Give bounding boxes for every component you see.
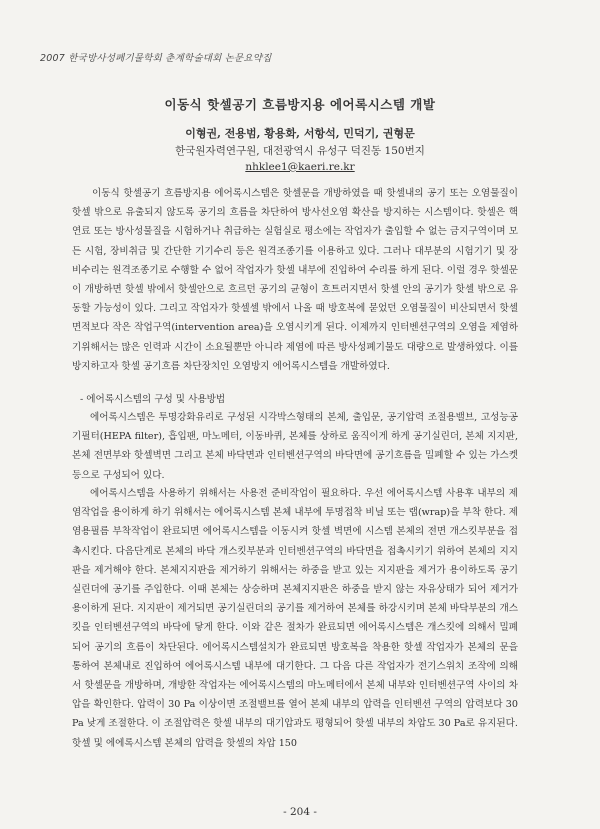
email-link[interactable]: nhklee1@kaeri.re.kr [245, 161, 355, 173]
page-number: - 204 - [283, 806, 317, 818]
section-heading: - 에어록시스템의 구성 및 사용방법 [80, 394, 226, 405]
paper-authors: 이형권, 전용범, 황용화, 서항석, 민덕기, 권형문 [185, 127, 415, 140]
paper-affiliation: 한국원자력연구원, 대전광역시 유성구 덕진동 150번지 [175, 145, 425, 157]
paper-title: 이동식 핫셀공기 흐름방지용 에어록시스템 개발 [164, 97, 436, 112]
usage-paragraph: 에어록시스템을 사용하기 위해서는 사용전 준비작업이 필요하다. 우선 에어록시스템 사용후 내부의 제염작업을 용이하게 하기 위해서는 에어록시스템 본체 내부에 투명접착 비닐 또는 랩(wrap)을 부착 한다. 제염용필름 부착작업이 완료되면 에어록시스템을 이동시켜 핫셀 벽면에 시스템 본체의 전면 개스킷부분을 접촉시킨다. 다음단계로 본체의 바닥 개스킷부분과 인터벤션구역의 바닥면을 접촉시키기 위하여 본체의 지지판을 제거해야 한다. 본체지지판을 제거하기 위해서는 하중을 받고 있는 지지판을 제거가 용이하도록 공기실린더에 공기를 주입한다. 이때 본체는 상승하며 본체지지판은 하중을 받지 않는 자유상태가 되어 제거가 용이하게 된다. 지지판이 제거되면 공기실린더의 공기를 제거하여 본체를 하강시키며 본체 바닥부분의 개스킷을 인터벤션구역의 바닥에 닿게 한다. 이와 같은 절차가 완료되면 에어록시스템은 개스킷에 의해서 밀폐되어 공기의 흐름이 차단된다. 에어록시스템설치가 완료되면 방호복을 착용한 핫셀 작업자가 본체의 문을 통하여 본체내로 진입하여 에어록시스템 내부에 대기한다. 그 다음 다른 작업자가 전기스위치 조작에 의해서 핫셀문을 개방하며, 개방한 작업자는 에어록시스템의 마노메터에서 본체 내부와 인터벤션구역 사이의 차압을 확인한다. 압력이 30 Pa 이상이면 조절밸브를 열어 본체 내부의 압력을 인터벤션 구역의 압력보다 30 Pa 낮게 조절한다. 이 조절압력은 핫셀 내부의 대기압과도 평형되어 핫셀 내부의 차압도 30 Pa로 유지된다. 핫셀 및 에에록시스템 본체의 압력을 핫셀의 차압 150 [72, 488, 518, 749]
running-header: 2007 한국방사성폐기물학회 춘계학술대회 논문요약집 [40, 53, 272, 64]
components-paragraph: 에어록시스템은 투명강화유리로 구성된 시각박스형태의 본체, 출입문, 공기압력 조절용밸브, 고성능공기필터(HEPA filter), 흡입팬, 마노메터, 이동바퀴, 본체를 상하로 움직이게 하게 공기실린더, 본체 지지판, 본체 전면부와 핫셀벽면 그리고 본체 바닥면과 인터벤션구역의 바닥면에 공기흐름을 밀폐할 수 있는 가스켓 등으로 구성되어 있다. [72, 412, 518, 481]
paper-email [0, 161, 600, 173]
intro-paragraph: 이동식 핫셀공기 흐름방지용 에어록시스템은 핫셀문을 개방하였을 때 핫셀내의 공기 또는 오염물질이 핫셀 밖으로 유출되지 않도록 공기의 흐름을 차단하여 방사선오염 확산을 방지하는 시스템이다. 핫셀은 핵연료 또는 방사성물질을 시험하거나 취급하는 실험실로 평소에는 작업자가 출입할 수 없는 금지구역이며 모든 시험, 장비취급 및 간단한 기기수리 등은 원격조종기를 이용하고 있다. 그러나 대부분의 시험기기 및 장비수리는 원격조종기로 수행할 수 없어 작업자가 핫셀 내부에 진입하여 수리를 하게 된다. 이럴 경우 핫셀문이 개방하면 핫셀 밖에서 핫셀안으로 흐르던 공기의 균형이 흐트러지면서 핫셀 안의 공기가 핫셀 밖으로 유동할 가능성이 있다. 그리고 작업자가 핫셀셀 밖에서 나올 때 방호복에 묻었던 오염물질이 비산되면서 핫셀 면적보다 작은 작업구역(intervention area)을 오염시키게 된다. 이제까지 인터벤션구역의 오염을 제염하기위해서는 많은 인력과 시간이 소요될뿐만 아니라 제염에 따른 방사성폐기물도 대량으로 발생하였다. 이를 방지하고자 핫셀 공기흐름 차단장치인 오염방지 에어록시스템을 개발하였다. [72, 188, 518, 372]
